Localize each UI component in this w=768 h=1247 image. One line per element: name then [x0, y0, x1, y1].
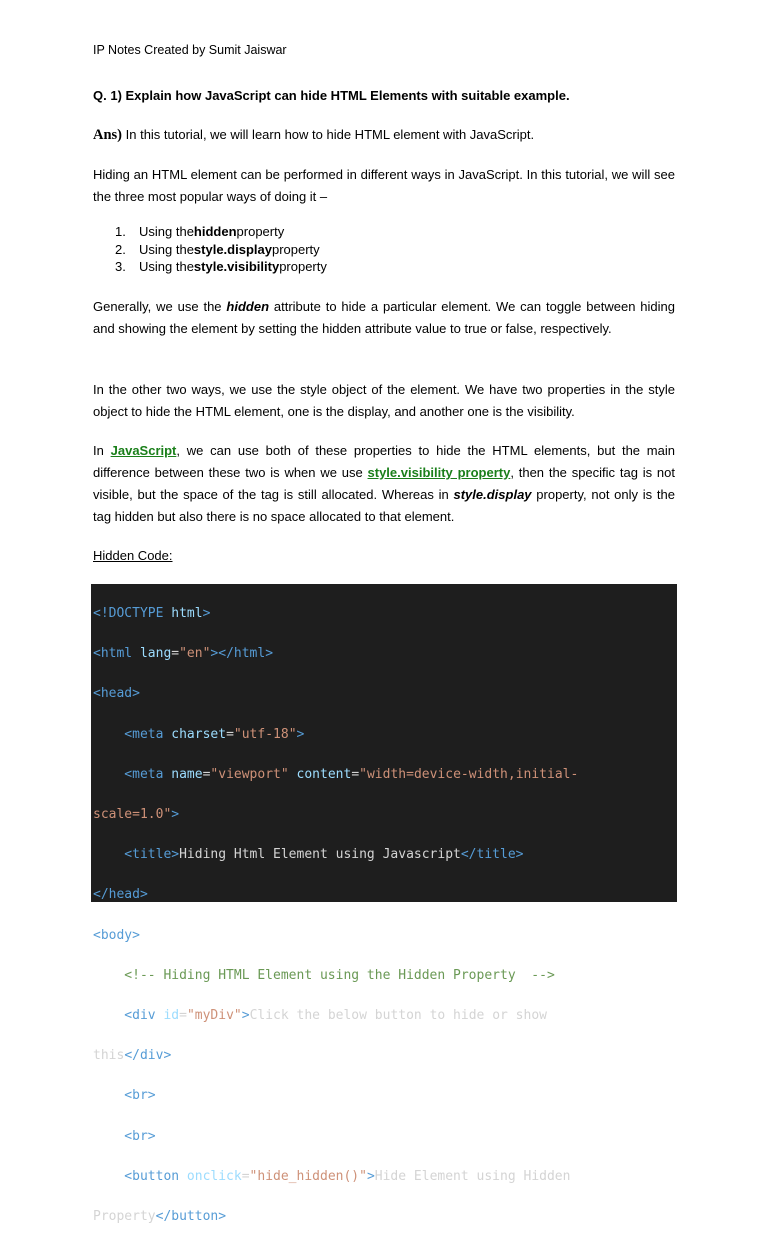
code-line: <div id="myDiv">Click the below button to hide or show: [93, 1007, 547, 1023]
answer-label: Ans): [93, 127, 123, 143]
code-line: </head>: [93, 887, 148, 903]
code-block: [91, 584, 677, 1224]
code-line: <html lang="en"></html>: [93, 646, 274, 662]
list-bold: style.visibility: [193, 259, 280, 274]
code-line: <meta charset="utf-18">: [93, 726, 305, 742]
para-text: In: [93, 443, 111, 458]
style-visibility-link[interactable]: style.visibility property: [367, 465, 511, 480]
para-text: , then the specific tag is not visible, but the space of the tag is still allocated. Whereas in: [93, 465, 675, 502]
intro-paragraph: Hiding an HTML element can be performed in different ways in JavaScript. In this tutorial, we will see the three most popular ways of doing it –: [93, 167, 675, 204]
list-number: 1.: [115, 224, 126, 239]
answer-line: [93, 127, 534, 144]
para-emphasis: hidden: [226, 299, 270, 314]
list-text: property: [279, 259, 327, 274]
list-text: property: [271, 241, 320, 257]
code-line: this</div>: [93, 1048, 172, 1064]
para-text: attribute to hide a particular element. We can toggle between hiding and showing the element by setting the hidden attribute value to true or false, respectively.: [93, 299, 675, 336]
question-heading: Q. 1) Explain how JavaScript can hide HTML Elements with suitable example.: [93, 88, 570, 103]
javascript-link[interactable]: JavaScript: [110, 443, 177, 458]
page-header: IP Notes Created by Sumit Jaiswar: [93, 43, 287, 57]
answer-text: In this tutorial, we will learn how to hide HTML element with JavaScript.: [122, 127, 535, 142]
code-line: Property</button>: [93, 1208, 227, 1224]
code-heading: Hidden Code:: [93, 548, 173, 563]
code-line: <!DOCTYPE html>: [93, 606, 211, 622]
methods-list: [115, 223, 327, 276]
code-line: <!-- Hiding HTML Element using the Hidden Property -->: [93, 967, 555, 983]
code-line: <meta name="viewport" content="width=device-width,initial-: [93, 766, 579, 782]
hidden-attribute-paragraph: [93, 296, 675, 340]
list-item: [115, 258, 327, 276]
list-bold: hidden: [193, 224, 237, 239]
list-bold: style.display: [193, 241, 272, 257]
para-text: property, not only is the tag hidden but also there is no space allocated to that element.: [93, 487, 675, 524]
code-line: scale=1.0">: [93, 807, 180, 823]
code-line: <button onclick="hide_hidden()">Hide Element using Hidden: [93, 1168, 571, 1184]
code-line: <head>: [93, 686, 140, 702]
list-text: property: [236, 224, 285, 239]
list-item: [115, 223, 327, 241]
code-line: <br>: [93, 1088, 156, 1104]
style-object-paragraph: In the other two ways, we use the style object of the element. We have two properties in the style object to hide the HTML element, one is the display, and another one is the visibility.: [93, 382, 675, 419]
list-text: Using the: [139, 241, 194, 257]
para-text: Generally, we use the: [93, 299, 227, 314]
list-item: [115, 241, 327, 259]
difference-paragraph: [93, 440, 675, 528]
para-emphasis: style.display: [453, 487, 532, 502]
code-line: <title>Hiding Html Element using Javascript</title>: [93, 847, 524, 863]
list-text: Using the: [139, 224, 194, 239]
list-number: 2.: [115, 241, 126, 257]
list-text: Using the: [139, 259, 194, 274]
list-number: 3.: [115, 259, 126, 274]
code-line: <body>: [93, 927, 140, 943]
para-text: , we can use both of these properties to hide the HTML elements, but the main difference between these two is when we use: [93, 443, 675, 480]
code-line: <br>: [93, 1128, 156, 1144]
